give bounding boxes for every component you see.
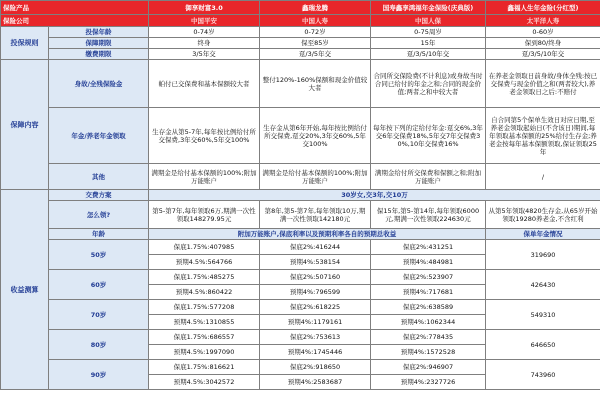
rule-value: 0-60岁 xyxy=(486,27,600,38)
company-4: 太平洋人寿 xyxy=(486,15,600,27)
guaranteed-value: 保底2%:753613 xyxy=(260,330,371,345)
guaranteed-label: 保底 xyxy=(289,243,303,251)
expected-value: 预期4%:1062344 xyxy=(371,315,486,330)
product-name-1: 御享财富3.0 xyxy=(149,1,260,15)
rule-value: 0-74岁 xyxy=(149,27,260,38)
guaranteed-value: 保底2%:918650 xyxy=(260,360,371,375)
guaranteed-value: 保底1.75%:686557 xyxy=(149,330,260,345)
coverage-value: 帕付已交保费和基本保额较大者 xyxy=(149,60,260,108)
pension-value: 426430 xyxy=(486,270,600,300)
rule-value: 0-75周岁 xyxy=(371,27,486,38)
guaranteed-value: 保底1.75%:485275 xyxy=(149,270,260,285)
pension-value: 646650 xyxy=(486,330,600,360)
rule-value: 3/5年交 xyxy=(149,49,260,60)
how-value: 保15年,第5-第14年,每年领取6000元,期满一次性领取224630元 xyxy=(371,201,486,229)
rules-category: 投保规则 xyxy=(1,27,49,60)
guaranteed-value: 保底2%:946907 xyxy=(371,360,486,375)
coverage-value: 自合同第5个保单生效日对应日期,至养老金领取起始日(不含该日)期间,每年领取基本保额的25%给付生存金;养老金按每年基本保额领取,保证领取25年 xyxy=(486,108,600,164)
guaranteed-label: 保底 xyxy=(173,273,187,281)
rule-value: 保至85岁 xyxy=(260,38,371,49)
age-label: 80岁 xyxy=(49,330,149,360)
guaranteed-value: 保底2%:618225 xyxy=(260,300,371,315)
product-label: 保险产品 xyxy=(1,1,149,15)
expected-value: 预期4.5%:564766 xyxy=(149,255,260,270)
coverage-value: / xyxy=(486,164,600,190)
pension-value: 743960 xyxy=(486,360,600,390)
guaranteed-label: 保底 xyxy=(173,363,187,371)
coverage-label: 身故/全残保险金 xyxy=(49,60,149,108)
rule-label: 缴费期限 xyxy=(49,49,149,60)
guaranteed-label: 保底 xyxy=(289,303,303,311)
expected-label: 预期 xyxy=(402,258,416,266)
rule-value: 终身 xyxy=(149,38,260,49)
company-3: 中国人保 xyxy=(371,15,486,27)
pension-value: 319690 xyxy=(486,240,600,270)
guaranteed-value: 保底2%:638589 xyxy=(371,300,486,315)
expected-label: 预期 xyxy=(287,348,301,356)
product-name-4: 鑫福人生年金险(分红型) xyxy=(486,1,600,15)
expected-value: 预期4.5%:1997090 xyxy=(149,345,260,360)
guaranteed-label: 保底 xyxy=(289,363,303,371)
rule-value: 保到80/终身 xyxy=(486,38,600,49)
expected-value: 预期4%:1745446 xyxy=(260,345,371,360)
coverage-value: 生存金从第5-7年,每年按比例给付所交保费,3年交60%,5年交100% xyxy=(149,108,260,164)
coverage-value: 每年按下列的定给付年金:趸交6%,3年交6年交保费18%,5年交7年交保费30%,10年交保费16% xyxy=(371,108,486,164)
expected-value: 预期4%:538154 xyxy=(260,255,371,270)
coverage-value: 生存金从第6年开始,每年按比例给付所交保费,趸交20%,3年交60%,5年交100% xyxy=(260,108,371,164)
coverage-value: 满期金是给付基本保额的100%;附加万能账户 xyxy=(260,164,371,190)
expected-value: 预期4%:1572528 xyxy=(371,345,486,360)
expected-label: 预期 xyxy=(173,348,187,356)
guaranteed-value: 保底2%:523907 xyxy=(371,270,486,285)
age-label: 60岁 xyxy=(49,270,149,300)
age-header: 年龄 xyxy=(49,229,149,240)
how-label: 怎么领? xyxy=(49,201,149,229)
expected-label: 预期 xyxy=(289,288,303,296)
expected-label: 预期 xyxy=(402,288,416,296)
expected-value: 预期4%:796599 xyxy=(260,285,371,300)
plan-value: 30岁女,交3年,交10万 xyxy=(149,190,600,201)
company-1: 中国平安 xyxy=(149,15,260,27)
product-name-2: 鑫瑞龙腾 xyxy=(260,1,371,15)
expected-value: 预期4.5%:1310855 xyxy=(149,315,260,330)
product-name-3: 国寿鑫享鸿福年金保险(庆典版) xyxy=(371,1,486,15)
age-label: 50岁 xyxy=(49,240,149,270)
rule-value: 15年 xyxy=(371,38,486,49)
guaranteed-value: 保底2%:416244 xyxy=(260,240,371,255)
expected-label: 预期 xyxy=(175,288,189,296)
expected-value: 预期4.5%:3042572 xyxy=(149,375,260,390)
guaranteed-label: 保底 xyxy=(402,303,416,311)
guaranteed-value: 保底1.75%:816621 xyxy=(149,360,260,375)
how-value: 第8年,第5-第7年,每年领取10万,期满一次性领取142180元 xyxy=(260,201,371,229)
expected-value: 预期4%:717681 xyxy=(371,285,486,300)
guaranteed-label: 保底 xyxy=(289,333,303,341)
expected-label: 预期 xyxy=(289,258,303,266)
coverage-label: 年金/养老年金领取 xyxy=(49,108,149,164)
guaranteed-label: 保底 xyxy=(402,273,416,281)
guaranteed-label: 保底 xyxy=(402,363,416,371)
coverage-label: 其他 xyxy=(49,164,149,190)
pension-header: 保单年金情况 xyxy=(486,229,600,240)
coverage-value: 在养老金领取日前身故/身体全残:按已交保费与现金价值之和(两者较大),养老金领取日之后:不赔付 xyxy=(486,60,600,108)
rule-value: 趸/3/5年交 xyxy=(260,49,371,60)
expected-value: 预期4.5%:860422 xyxy=(149,285,260,300)
coverage-value: 满期金是给付基本保额的100%;附加万能账户 xyxy=(149,164,260,190)
expected-label: 预期 xyxy=(400,318,414,326)
age-label: 90岁 xyxy=(49,360,149,390)
coverage-value: 合同所交保险费(不计利息)或身故当时合同已给付的年金之和;合同的现金价值;两者之和中较大者 xyxy=(371,60,486,108)
guaranteed-value: 保底2%:507160 xyxy=(260,270,371,285)
coverage-category: 保障内容 xyxy=(1,60,49,190)
how-value: 从第5年领取4820生存金,从65岁开始领取19280养老金,不含红利 xyxy=(486,201,600,229)
how-value: 第5-第7年,每年领取6万,期满一次性领取148279.95元 xyxy=(149,201,260,229)
guaranteed-label: 保底 xyxy=(173,303,187,311)
expected-value: 预期4%:2583687 xyxy=(260,375,371,390)
rule-value: 0-72岁 xyxy=(260,27,371,38)
expected-label: 预期 xyxy=(175,258,189,266)
expected-value: 预期4%:2327726 xyxy=(371,375,486,390)
expected-value: 预期4%:1179161 xyxy=(260,315,371,330)
guaranteed-label: 保底 xyxy=(402,243,416,251)
guaranteed-label: 保底 xyxy=(289,273,303,281)
expected-value: 预期4%:484981 xyxy=(371,255,486,270)
coverage-value: 满期金给付所交保费和保额之和;附加万能账户 xyxy=(371,164,486,190)
expected-label: 预期 xyxy=(173,378,187,386)
pension-value: 549310 xyxy=(486,300,600,330)
expected-label: 预期 xyxy=(400,348,414,356)
expected-label: 预期 xyxy=(287,318,301,326)
age-label: 70岁 xyxy=(49,300,149,330)
rule-label: 保障期限 xyxy=(49,38,149,49)
returns-category: 收益测算 xyxy=(1,190,49,390)
guaranteed-value: 保底1.75%:407985 xyxy=(149,240,260,255)
expected-label: 预期 xyxy=(173,318,187,326)
rule-value: 趸/3/5/10年交 xyxy=(371,49,486,60)
expected-label: 预期 xyxy=(287,378,301,386)
guaranteed-label: 保底 xyxy=(402,333,416,341)
rule-value: 趸/3/5/10年交 xyxy=(486,49,600,60)
guaranteed-value: 保底1.75%:577208 xyxy=(149,300,260,315)
account-header: 附加万能账户,保底利率以及预期利率各自的预期总收益 xyxy=(149,229,486,240)
rule-label: 投保年龄 xyxy=(49,27,149,38)
plan-label: 交费方案 xyxy=(49,190,149,201)
guaranteed-value: 保底2%:431251 xyxy=(371,240,486,255)
guaranteed-value: 保底2%:778435 xyxy=(371,330,486,345)
company-label: 保险公司 xyxy=(1,15,149,27)
company-2: 中国人寿 xyxy=(260,15,371,27)
expected-label: 预期 xyxy=(400,378,414,386)
coverage-value: 整付120%-160%保额和现金价值较大者 xyxy=(260,60,371,108)
guaranteed-label: 保底 xyxy=(173,243,187,251)
guaranteed-label: 保底 xyxy=(173,333,187,341)
